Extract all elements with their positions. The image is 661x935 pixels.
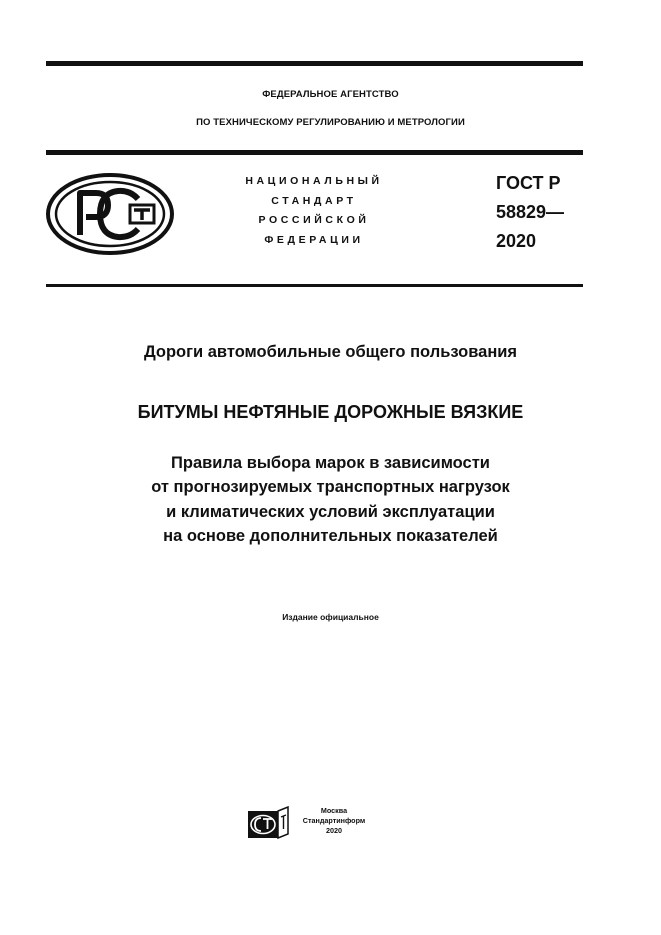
- standard-number: [496, 169, 564, 256]
- subtitle-line-3: и климатических условий эксплуатации: [166, 502, 495, 521]
- national-line-1: НАЦИОНАЛЬНЫЙ: [245, 175, 383, 187]
- document-main-title: БИТУМЫ НЕФТЯНЫЕ ДОРОЖНЫЕ ВЯЗКИЕ: [137, 402, 524, 422]
- middle-rule: [46, 150, 583, 155]
- top-rule: [46, 61, 583, 66]
- publisher-city: Москва: [320, 806, 348, 815]
- publisher-logo-icon: [246, 805, 290, 840]
- national-line-3: РОССИЙСКОЙ: [258, 214, 370, 227]
- agency-name-line1: ФЕДЕРАЛЬНОЕ АГЕНТСТВО: [262, 89, 399, 100]
- gost-line-2: 58829—: [496, 202, 565, 222]
- document-subtitle: [0, 451, 661, 548]
- edition-label: Издание официальное: [282, 612, 379, 622]
- subtitle-line-1: Правила выбора марок в зависимости: [171, 454, 490, 472]
- gost-r-logo-icon: [46, 173, 174, 255]
- bottom-rule: [46, 284, 583, 287]
- national-line-2: СТАНДАРТ: [271, 194, 357, 207]
- subtitle-line-2: от прогнозируемых транспортных нагрузок: [151, 478, 510, 497]
- national-line-4: ФЕДЕРАЦИИ: [264, 234, 364, 247]
- gost-line-1: ГОСТ Р: [496, 173, 561, 193]
- publisher-name: Стандартинформ: [302, 816, 366, 825]
- document-category-title: Дороги автомобильные общего пользования: [143, 343, 518, 361]
- gost-line-3: 2020: [496, 231, 537, 251]
- publisher-info: [302, 806, 366, 836]
- publisher-year: 2020: [326, 826, 342, 835]
- subtitle-line-4: на основе дополнительных показателей: [163, 526, 498, 545]
- agency-name-line2: ПО ТЕХНИЧЕСКОМУ РЕГУЛИРОВАНИЮ И МЕТРОЛОГИИ: [196, 117, 465, 128]
- national-standard-label: [204, 172, 424, 251]
